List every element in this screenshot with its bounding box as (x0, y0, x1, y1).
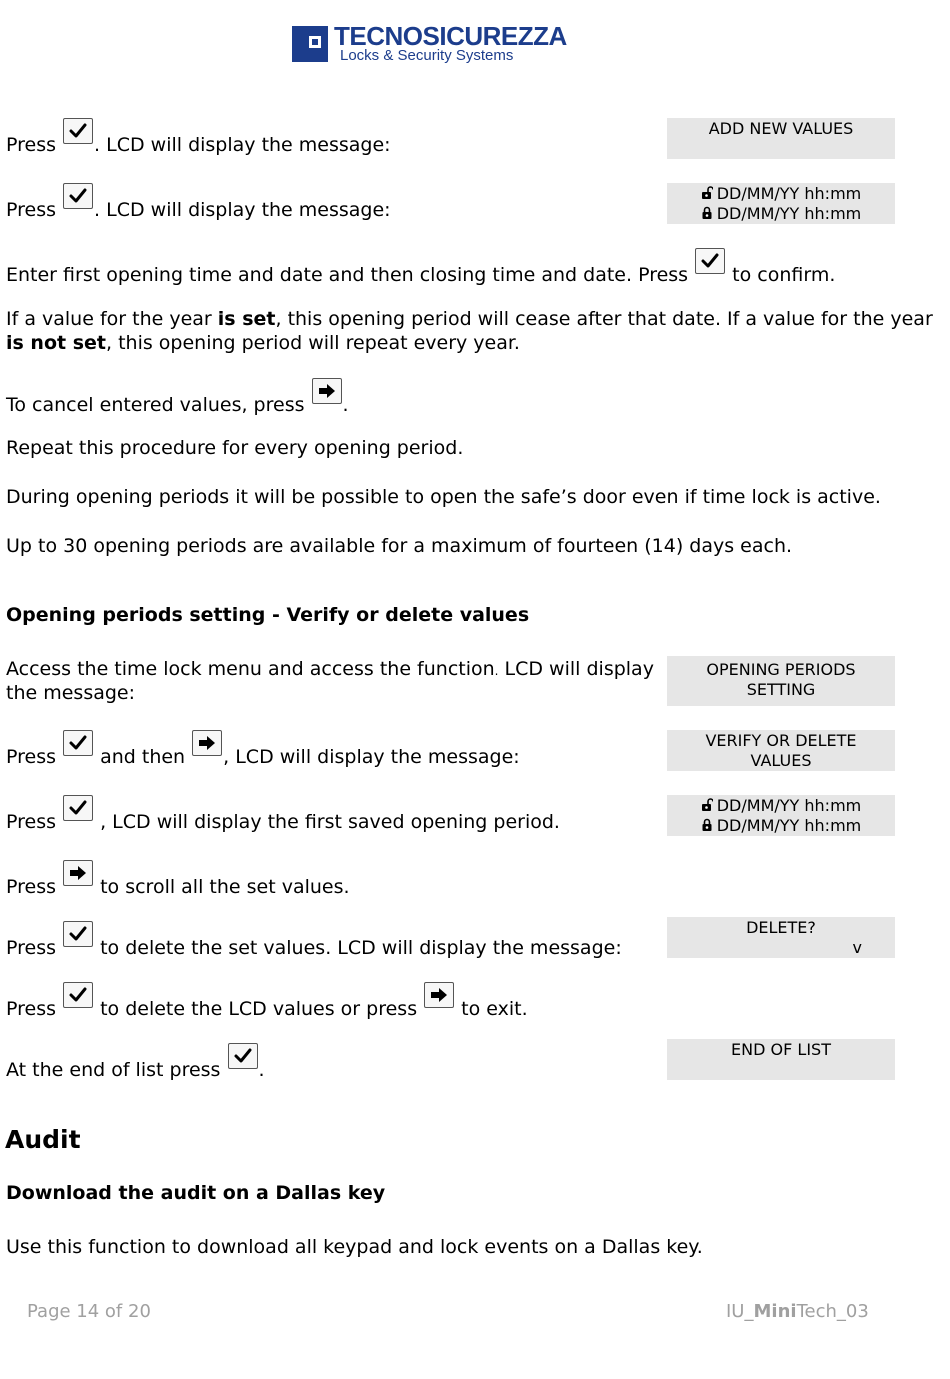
check-key-icon (63, 183, 93, 209)
brand-name: TECNOSICUREZZA (334, 21, 567, 51)
lcd-display: END OF LIST (667, 1039, 895, 1080)
instruction-line: Press to delete the LCD values or press to exit. (6, 992, 528, 1020)
section-heading: Download the audit on a Dallas key (6, 1182, 386, 1204)
section-heading: Opening periods setting - Verify or delete values (6, 604, 530, 626)
instruction-line: Press to delete the set values. LCD will display the message: (6, 931, 622, 959)
check-key-icon (695, 248, 725, 274)
paragraph: Access the time lock menu and access the function. LCD will display (6, 658, 654, 680)
check-key-icon (63, 118, 93, 144)
document-code: IU_MiniTech_03 (726, 1301, 869, 1322)
arrow-key-icon (192, 730, 222, 756)
lcd-display: VERIFY OR DELETE VALUES (667, 730, 895, 771)
arrow-key-icon (312, 378, 342, 404)
lcd-display: DD/MM/YY hh:mm DD/MM/YY hh:mm (667, 183, 895, 224)
lcd-display: DELETE? v (667, 917, 895, 958)
paragraph: is not set, this opening period will repeat every year. (6, 332, 520, 354)
check-key-icon (63, 730, 93, 756)
brand-logo-icon (292, 26, 328, 62)
section-title: Audit (5, 1125, 81, 1154)
brand-logo (292, 21, 602, 64)
instruction-line: Press , LCD will display the first saved opening period. (6, 805, 560, 833)
paragraph: To cancel entered values, press . (6, 388, 349, 416)
page-number: Page 14 of 20 (27, 1301, 151, 1322)
instruction-line: Press . LCD will display the message: (6, 128, 391, 156)
paragraph: Use this function to download all keypad and lock events on a Dallas key. (6, 1236, 703, 1258)
lcd-display: ADD NEW VALUES (667, 118, 895, 159)
paragraph: the message: (6, 682, 136, 704)
arrow-key-icon (424, 982, 454, 1008)
check-key-icon (228, 1043, 258, 1069)
open-padlock-icon (701, 798, 713, 812)
instruction-line: Press to scroll all the set values. (6, 870, 350, 898)
paragraph: Repeat this procedure for every opening period. (6, 437, 464, 459)
check-key-icon (63, 921, 93, 947)
paragraph: If a value for the year is set, this opening period will cease after that date. If a value for the year (6, 308, 933, 330)
lcd-display: OPENING PERIODS SETTING (667, 656, 895, 706)
instruction-line: Press and then , LCD will display the message: (6, 740, 520, 768)
instruction-line: Press . LCD will display the message: (6, 193, 391, 221)
closed-padlock-icon (701, 206, 713, 220)
brand-tagline: Locks & Security Systems (340, 47, 514, 64)
paragraph: Up to 30 opening periods are available for a maximum of fourteen (14) days each. (6, 535, 793, 557)
lcd-display: DD/MM/YY hh:mm DD/MM/YY hh:mm (667, 795, 895, 836)
closed-padlock-icon (701, 818, 713, 832)
check-key-icon (63, 982, 93, 1008)
check-key-icon (63, 795, 93, 821)
paragraph: During opening periods it will be possible to open the safe’s door even if time lock is active. (6, 486, 881, 508)
open-padlock-icon (701, 186, 713, 200)
arrow-key-icon (63, 860, 93, 886)
instruction-line: At the end of list press . (6, 1053, 265, 1081)
paragraph: Enter first opening time and date and then closing time and date. Press to confirm. (6, 258, 835, 286)
